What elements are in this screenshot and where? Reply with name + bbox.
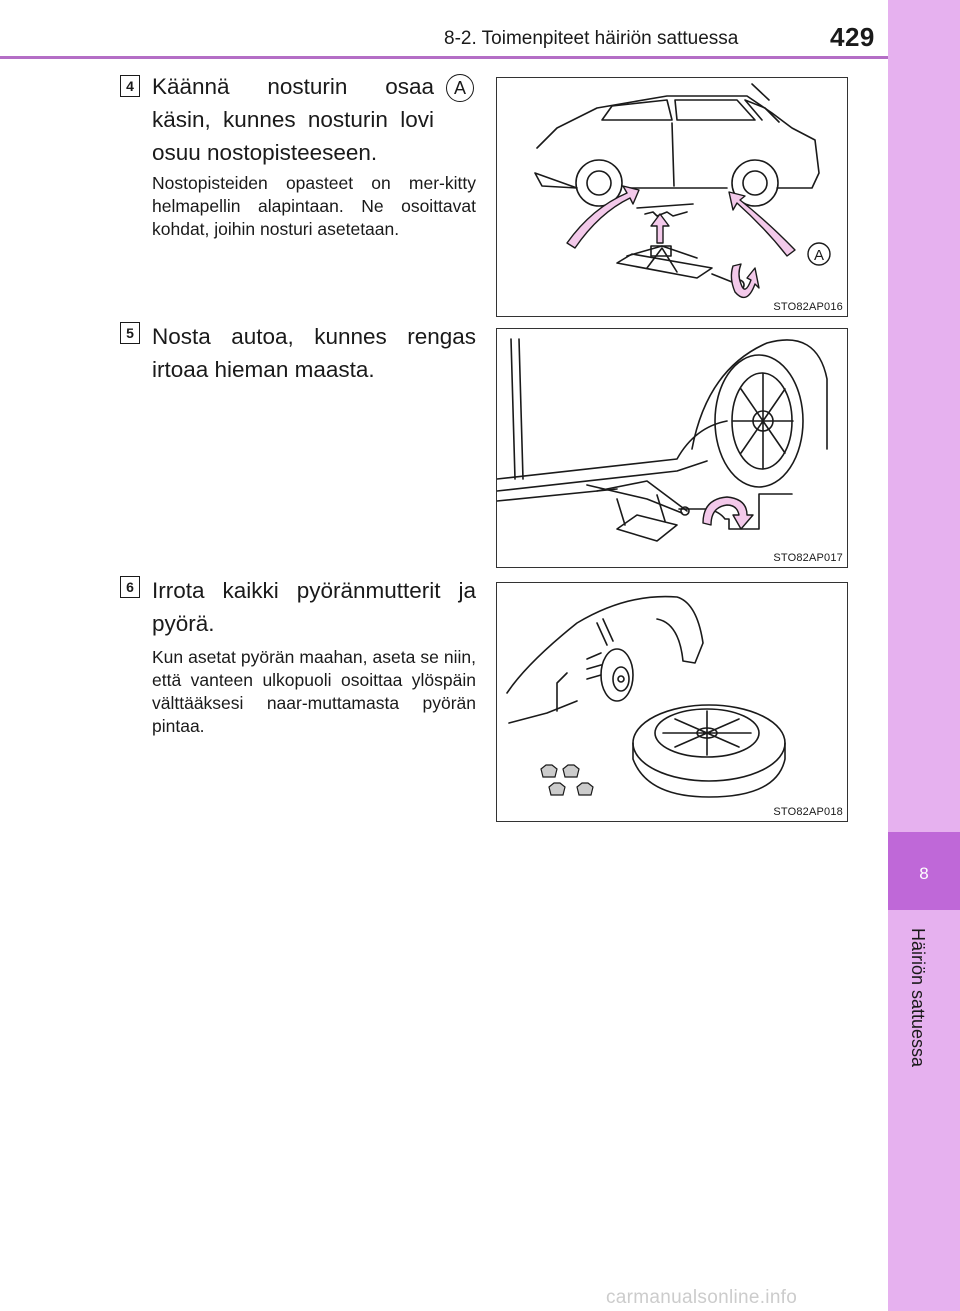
- side-tab-background: [888, 0, 960, 832]
- chapter-tab[interactable]: [888, 832, 960, 910]
- step-instruction: Käännä nosturin osaa käsin, kunnes nosturin lovi osuu nostopisteeseen.: [152, 74, 434, 165]
- raise-car-illustration: [497, 329, 847, 567]
- car-jack-illustration: [497, 78, 847, 316]
- step-note: Kun asetat pyörän maahan, aseta se niin, että vanteen ulkopuoli osoittaa ylöspäin välttääksesi naar-muttamasta pyörän pintaa.: [152, 647, 476, 736]
- chapter-label: Häiriön sattuessa: [908, 928, 928, 1068]
- remove-wheel-illustration: [497, 583, 847, 821]
- step-instruction: Irrota kaikki pyöränmutterit ja pyörä.: [152, 578, 476, 636]
- figure-code: STO82AP018: [773, 806, 843, 818]
- callout-label-a: A: [446, 74, 474, 102]
- header-divider: [0, 56, 888, 59]
- page-number: 429: [830, 22, 875, 52]
- figure-raise-car: [496, 328, 848, 568]
- step-instruction: Nosta autoa, kunnes rengas irtoaa hieman maasta.: [152, 324, 476, 382]
- watermark[interactable]: carmanualsonline.info: [606, 1287, 798, 1308]
- step-note: Nostopisteiden opasteet on mer-kitty helmapellin alapintaan. Ne osoittavat kohdat, joihin nosturi asetetaan.: [152, 173, 476, 239]
- figure-jack-positioning: [496, 77, 848, 317]
- step-number-badge: 4: [120, 75, 140, 97]
- step-number-badge: 5: [120, 322, 140, 344]
- step-number-badge: 6: [120, 576, 140, 598]
- figure-code: STO82AP016: [773, 301, 843, 313]
- chapter-number: 8: [919, 864, 929, 883]
- figure-code: STO82AP017: [773, 552, 843, 564]
- figure-remove-wheel: [496, 582, 848, 822]
- figure-label-a: A: [813, 247, 825, 264]
- section-title: 8-2. Toimenpiteet häiriön sattuessa: [444, 28, 739, 49]
